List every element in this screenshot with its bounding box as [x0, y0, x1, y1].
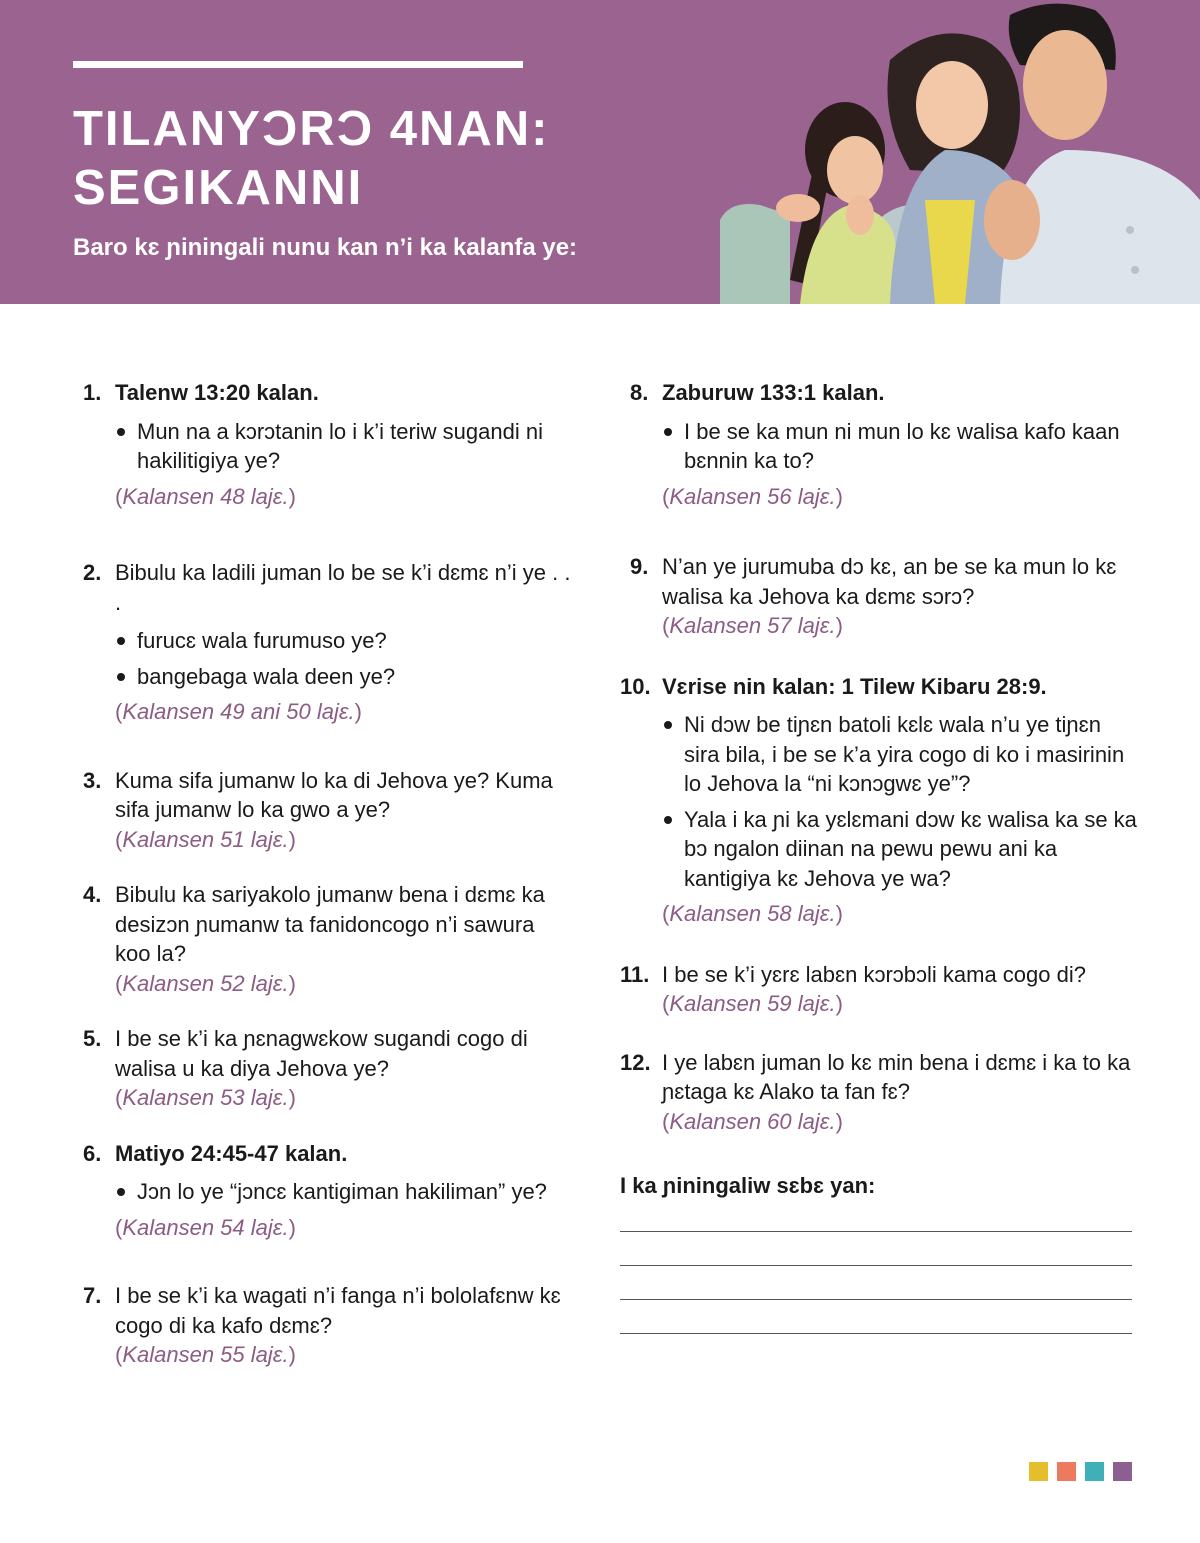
question-number: 2.: [83, 560, 102, 585]
question-11: [620, 960, 1140, 1019]
note-line[interactable]: [620, 1265, 1132, 1266]
page-title: [73, 100, 713, 218]
bullet-list: [115, 417, 573, 476]
question-text: I be se k’i ka ɲɛnagwɛkow sugandi cogo di walisa u ka diya Jehova ye?: [115, 1026, 528, 1081]
questions-right-column: [620, 378, 1140, 1334]
question-text: I be se k’i ka wagati n’i fanga n’i bololafɛnw kɛ cogo di ka kafo dɛmɛ?: [115, 1283, 561, 1338]
question-number: 7.: [83, 1283, 102, 1308]
question-number: 8.: [630, 380, 649, 405]
bullet-item: Yala i ka ɲi ka yɛlɛmani dɔw kɛ walisa ka se ka bɔ ngalon diinan na pewu pewu ani ka kantigiya kɛ Jehova ye wa?: [662, 805, 1140, 894]
question-number: 6.: [83, 1140, 102, 1166]
question-5: [83, 1024, 573, 1113]
question-3: [83, 766, 573, 855]
bullet-list: [662, 417, 1140, 476]
note-line[interactable]: [620, 1299, 1132, 1300]
bullet-item: I be se ka mun ni mun lo kɛ walisa kafo kaan bɛnnin ka to?: [662, 417, 1140, 476]
page-subtitle: Baro kɛ ɲiningali nunu kan n’i ka kalanfa ye:: [73, 234, 578, 261]
reference: (Kalansen 53 lajɛ.): [115, 1085, 296, 1110]
question-text: N’an ye jurumuba dɔ kɛ, an be se ka mun lo kɛ walisa ka Jehova ka dɛmɛ sɔrɔ?: [662, 554, 1117, 609]
question-number: 5.: [83, 1026, 102, 1051]
bullet-item: Ni dɔw be tiɲɛn batoli kɛlɛ wala n’u ye tiɲɛn sira bila, i be se k’a yira cogo di ko i masirinin lo Jehova la “ni kɔnɔgwɛ ye”?: [662, 710, 1140, 799]
reference: (Kalansen 54 lajɛ.): [115, 1214, 296, 1240]
question-1: [83, 378, 573, 511]
family-praying-illustration: [720, 0, 1200, 304]
title-line-1: TILANYƆRƆ 4NAN:: [73, 102, 550, 156]
header-rule: [73, 61, 523, 68]
reference: (Kalansen 60 lajɛ.): [662, 1108, 843, 1134]
question-7: [83, 1281, 573, 1370]
purple-square: [1113, 1462, 1132, 1481]
question-number: 9.: [630, 554, 649, 579]
reference: (Kalansen 48 lajɛ.): [115, 483, 296, 509]
question-number: 12.: [620, 1049, 651, 1075]
question-text: Vɛrise nin kalan: 1 Tilew Kibaru 28:9.: [662, 673, 1047, 699]
reference: (Kalansen 58 lajɛ.): [662, 901, 843, 926]
question-text: Kuma sifa jumanw lo ka di Jehova ye? Kuma sifa jumanw lo ka gwo a ye?: [115, 767, 553, 822]
bullet-list: [662, 710, 1140, 893]
question-number: 10.: [620, 673, 651, 699]
notes-section: [620, 1171, 1140, 1334]
question-text: Matiyo 24:45-47 kalan.: [115, 1140, 348, 1166]
question-number: 11.: [620, 961, 650, 987]
reference: (Kalansen 51 lajɛ.): [115, 826, 296, 852]
bullet-list: [115, 1177, 573, 1207]
note-line[interactable]: [620, 1333, 1132, 1334]
reference: (Kalansen 59 lajɛ.): [662, 991, 843, 1016]
notes-heading: I ka ɲiningaliw sɛbɛ yan:: [620, 1173, 876, 1198]
bullet-item: Jɔn lo ye “jɔncɛ kantigiman hakiliman” ye?: [115, 1177, 573, 1207]
teal-square: [1085, 1462, 1104, 1481]
question-number: 3.: [83, 767, 102, 793]
bullet-list: [115, 626, 573, 691]
question-10: [620, 672, 1140, 929]
color-squares-decoration: [1029, 1462, 1132, 1481]
question-text: I be se k’i yɛrɛ labɛn kɔrɔbɔli kama cogo di?: [662, 961, 1086, 987]
question-text: Talenw 13:20 kalan.: [115, 380, 319, 405]
orange-square: [1057, 1462, 1076, 1481]
question-12: [620, 1048, 1140, 1137]
questions-left-column: [83, 378, 573, 1370]
reference: (Kalansen 56 lajɛ.): [662, 483, 843, 509]
question-text: Bibulu ka ladili juman lo be se k’i dɛmɛ n’i ye . . .: [115, 560, 571, 615]
question-text: Bibulu ka sariyakolo jumanw bena i dɛmɛ ka desizɔn ɲumanw ta fanidoncogo n’i sawura koo la?: [115, 882, 545, 966]
reference: (Kalansen 49 ani 50 lajɛ.): [115, 699, 362, 724]
reference: (Kalansen 55 lajɛ.): [115, 1342, 296, 1367]
question-2: [83, 558, 573, 727]
note-line[interactable]: [620, 1231, 1132, 1232]
bullet-item: bangebaga wala deen ye?: [115, 662, 573, 692]
question-8: [620, 378, 1140, 511]
question-number: 4.: [83, 882, 102, 907]
question-6: [83, 1139, 573, 1243]
bullet-item: furucɛ wala furumuso ye?: [115, 626, 573, 656]
question-4: [83, 880, 573, 998]
reference: (Kalansen 57 lajɛ.): [662, 613, 843, 638]
question-9: [620, 552, 1140, 641]
question-number: 1.: [83, 380, 102, 405]
yellow-square: [1029, 1462, 1048, 1481]
reference: (Kalansen 52 lajɛ.): [115, 970, 296, 996]
title-line-2: SEGIKANNI: [73, 161, 364, 215]
question-text: I ye labɛn juman lo kɛ min bena i dɛmɛ i ka to ka ɲɛtaga kɛ Alako ta fan fɛ?: [662, 1049, 1131, 1104]
header-banner: [0, 0, 1200, 304]
bullet-item: Mun na a kɔrɔtanin lo i k’i teriw sugandi ni hakilitigiya ye?: [115, 417, 573, 476]
question-text: Zaburuw 133:1 kalan.: [662, 380, 885, 405]
